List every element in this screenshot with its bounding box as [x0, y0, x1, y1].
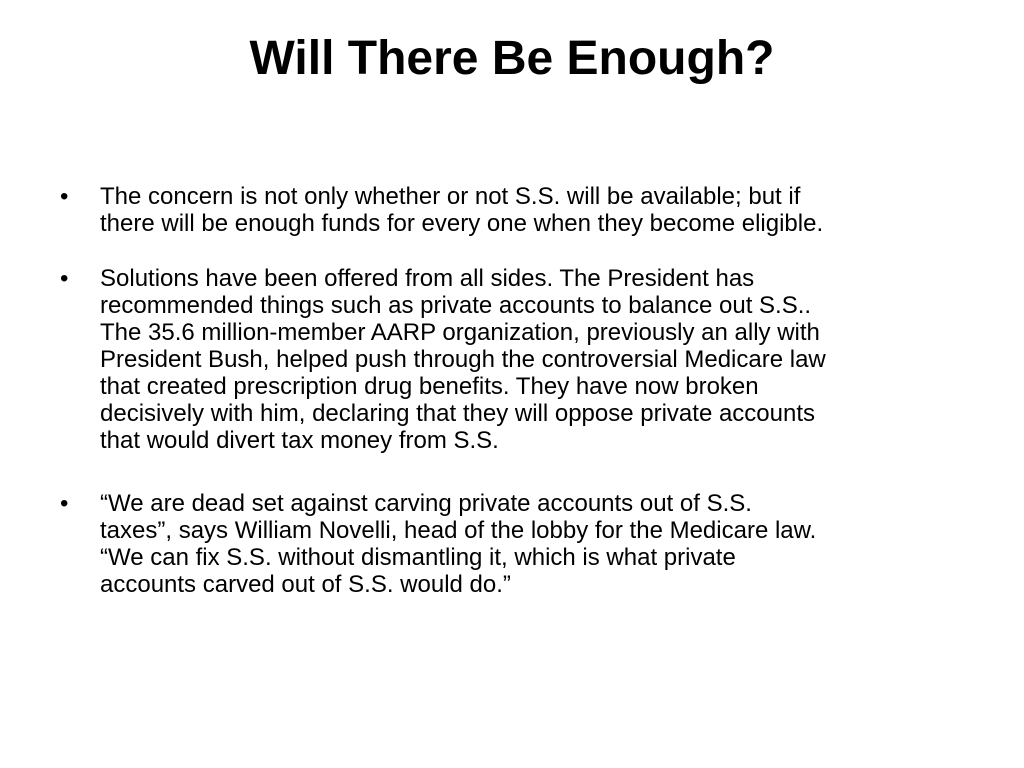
bullet-icon: •: [60, 183, 69, 210]
bullet-list: [60, 183, 980, 626]
bullet-item: [60, 183, 980, 237]
bullet-text: The concern is not only whether or not S.S. will be available; but if there will be enough funds for every one when they become eligible.: [100, 183, 824, 237]
bullet-text: “We are dead set against carving private accounts out of S.S. taxes”, says William Novelli, head of the lobby for the Medicare law. “We can fix S.S. without dismantling it, which is what private accounts carved out of S.S. would do.”: [100, 490, 817, 598]
slide-title: Will There Be Enough?: [249, 32, 775, 85]
bullet-item: [60, 265, 980, 454]
bullet-icon: •: [60, 490, 69, 517]
bullet-text: Solutions have been offered from all sides. The President has recommended things such as private accounts to balance out S.S.. The 35.6 million-member AARP organization, previously an ally with President Bush, helped push through the controversial Medicare law that created prescription drug benefits. They have now broken decisively with him, declaring that they will oppose private accounts that would divert tax money from S.S.: [100, 265, 826, 454]
bullet-item: [60, 490, 980, 598]
bullet-icon: •: [60, 265, 69, 292]
